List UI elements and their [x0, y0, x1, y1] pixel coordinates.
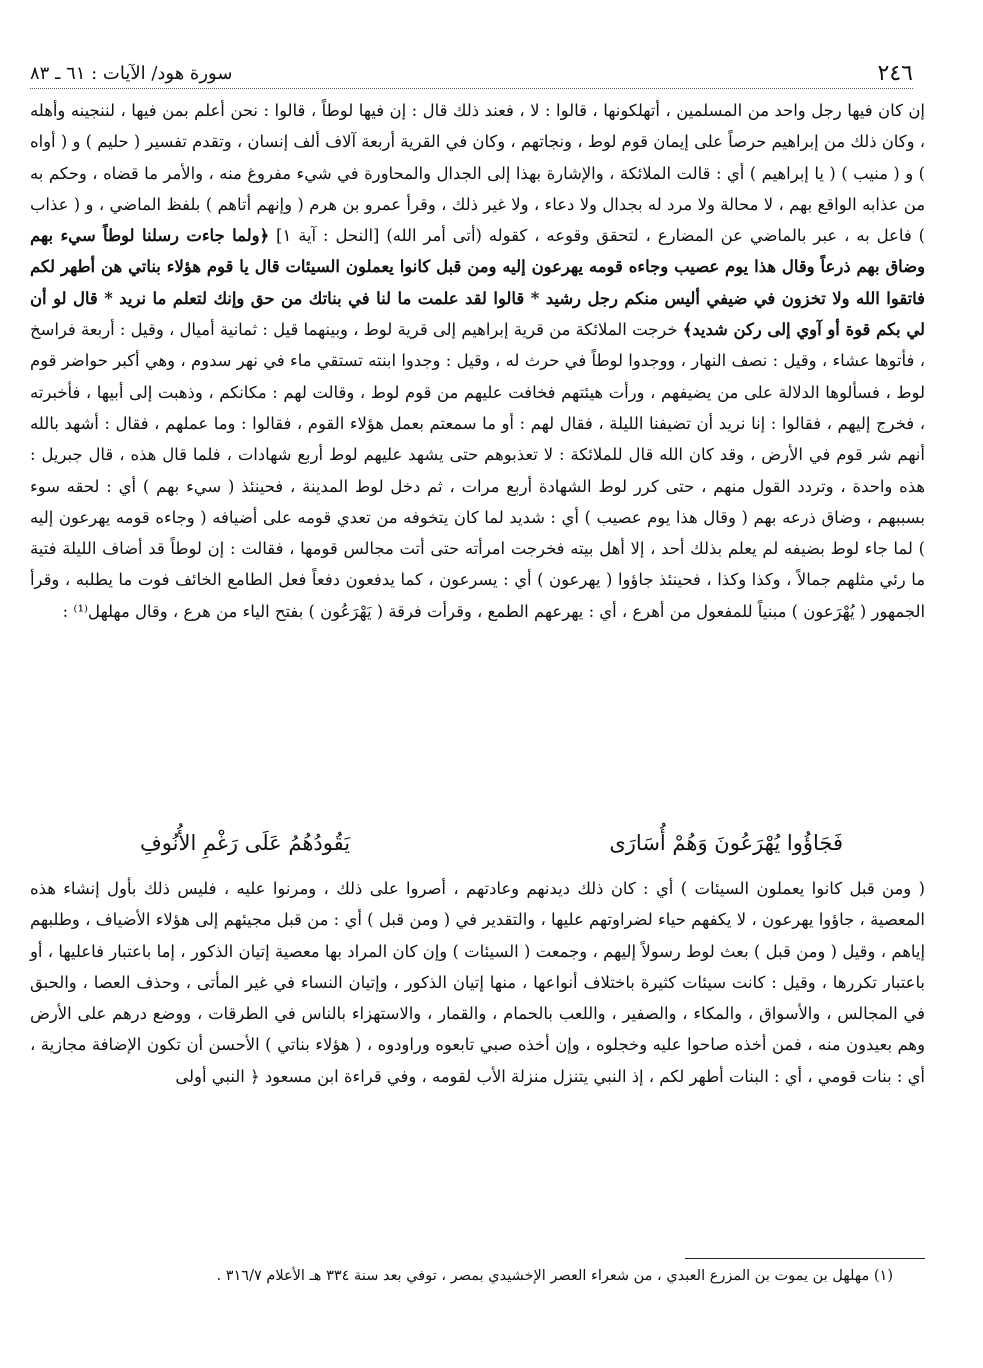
page-number: ٢٤٦	[877, 60, 913, 86]
continued-text-paragraph: ( ومن قبل كانوا يعملون السيئات ) أي : كان ذلك ديدنهم وعادتهم ، أصروا على ذلك ، ومرنوا عليه ، فليس ذلك بأول إنشاء هذه المعصية ، جاؤوا يهرعون ، لا يكفهم حياء لضراوتهم عليها ، والتقدير في ( ومن قبل ) أي : من قبل مجيئهم إلى هؤلاء الأضياف ، وطلبهم إياهم ، وقيل ( ومن قبل ) بعث لوط رسولاً إليهم ، وجمعت ( السيئات ) وإن كان المراد بها معصية إتيان الذكور ، إما باعتبار فاعليها ، أو باعتبار تكررها ، وقيل : كانت سيئات كثيرة باختلاف أنواعها ، منها إتيان الذكور ، وإتيان النساء في غير المأتى ، وحذف العصا ، والحبق في المجالس ، والأسواق ، والمكاء ، والصفير ، واللعب بالحمام ، والقمار ، والاستهزاء بالناس في الطرقات ، ووضع درهم على الأرض وهم بعيدون منه ، فمن أخذه صاحوا عليه وخجلوه ، وإن أخذه صبي تابعوه وراودوه ، ( هؤلاء بناتي ) الأحسن أن تكون الإضافة مجازية ، أي : بنات قومي ، أي : البنات أطهر لكم ، إذ النبي يتنزل منزلة الأب لقومه ، وفي قراءة ابن مسعود ﴿ النبي أولى	[30, 879, 925, 1086]
quran-verse-text: ﴿ولما جاءت رسلنا لوطاً سيء بهم وضاق بهم ذرعاً وقال هذا يوم عصيب وجاءه قومه يهرعون إليه ومن قبل كانوا يعملون السيئات قال يا قوم هؤلاء بناتي هن أطهر لكم فاتقوا الله ولا تخزون في ضيفي أليس منكم رجل رشيد * قالوا لقد علمت ما لنا في بناتك من حق وإنك لتعلم ما نريد * قال لو أن لي بكم قوة أو آوي إلى ركن شديد﴾	[30, 226, 925, 340]
verse-second-hemistich: يَقُودُهُمُ عَلَى رَغْمِ الأُنُوفِ	[140, 831, 351, 855]
continued-text-block	[30, 873, 925, 1092]
footnote-divider	[685, 1258, 925, 1259]
commentary-text: إن كان فيها رجل واحد من المسلمين ، أتهلكونها ، قالوا : لا ، فعند ذلك قال : إن فيها لوطاً ، قالوا : نحن أعلم بمن فيها ، لننجينه وأهله ، وكان ذلك من إبراهيم حرصاً على إيمان قوم لوط ، ونجاتهم ، وكان في القرية أربعة آلاف ألف إنسان ، وتقدم تفسير ( حليم ) و ( أواه ) و ( منيب ) ( يا إبراهيم ) أي : قالت الملائكة ، والإشارة بهذا إلى الجدال والمحاورة في شيء مفروغ منه ، والأمر ما قضاه ، وحكم به من عذابه الواقع بهم ، لا محالة ولا مرد له بجدال ولا دعاء ، ولا غير ذلك ، وقرأ عمرو بن هرم ( وإنهم أتاهم ) بلفظ الماضي ، و ( عذاب ) فاعل به ، عبر بالماضي عن المضارع ، لتحقق وقوعه ، كقوله (أتى أمر الله) [النحل : آية ١]	[30, 101, 925, 246]
running-head: سورة هود/ الآيات : ٦١ ـ ٨٣	[30, 62, 233, 84]
verse-first-hemistich: فَجَاؤُوا يُهْرَعُونَ وَهُمْ أُسَارَى	[609, 831, 843, 855]
poetry-verse	[140, 826, 843, 860]
footnote: (١) مهلهل بن يموت بن المزرع العبدي ، من شعراء العصر الإخشيدي بمصر ، توفي بعد سنة ٣٣٤ هـ الأعلام ٣١٦/٧ .	[216, 1268, 893, 1284]
main-text-block	[30, 95, 925, 627]
main-text-paragraph	[30, 95, 925, 627]
commentary-text: خرجت الملائكة من قرية إبراهيم إلى قرية لوط ، وبينهما قيل : ثمانية أميال ، وقيل : أربعة فراسخ ، فأتوها عشاء ، وقيل : نصف النهار ، ووجدوا لوطاً في حرث له ، وقيل : وجدوا ابنته تستقي ماء في نهر سدوم ، وهي أكبر حواضر قوم لوط ، فسألوها الدلالة على من يضيفهم ، ورأت هيئتهم فخافت عليهم من قوم لوط ، وقالت لهم : مكانكم ، وذهبت إلى أبيها ، فأخبرته ، فخرج إليهم ، فقالوا : إنا نريد أن تضيفنا الليلة ، فقال لهم : أو ما سمعتم بعمل هؤلاء القوم ، فقالوا : وما عملهم ، فقال : أشهد بالله أنهم شر قوم في الأرض ، وقد كان الله قال للملائكة : لا تعذبوهم حتى يشهد عليهم لوط أربع شهادات ، فلما قال هذه ، قال جبريل : هذه واحدة ، وتردد القول منهم ، حتى كرر لوط الشهادة أربع مرات ، ثم دخل لوط المدينة ، فحينئذ ( سيء بهم ) أي : لحقه سوء بسببهم ، وضاق ذرعه بهم ( وقال هذا يوم عصيب ) أي : شديد لما كان يتخوفه من تعدي قومه على أضيافه ( وجاءه قومه يهرعون إليه ) لما جاء لوط بضيفه لم يعلم بذلك أحد ، إلا أهل بيته فخرجت امرأته حتى أتت مجالس قومها ، فقالت : إن لوطاً قد أضاف الليلة فتية ما رئي مثلهم جمالاً ، وكذا وكذا ، فحينئذ جاؤوا ( يهرعون ) أي : يسرعون ، كما يدفعون دفعاً فعل الطامع الخائف فوت ما يطلبه ، وقرأ الجمهور ( يُهْرَعون ) مبنياً للمفعول من أهرع ، أي : يهرعهم الطمع ، وقرأت فرقة ( يَهْرَعُون ) بفتح الياء من هرع ، وقال مهلهل⁽¹⁾ :	[30, 320, 925, 621]
page-header	[30, 58, 913, 89]
